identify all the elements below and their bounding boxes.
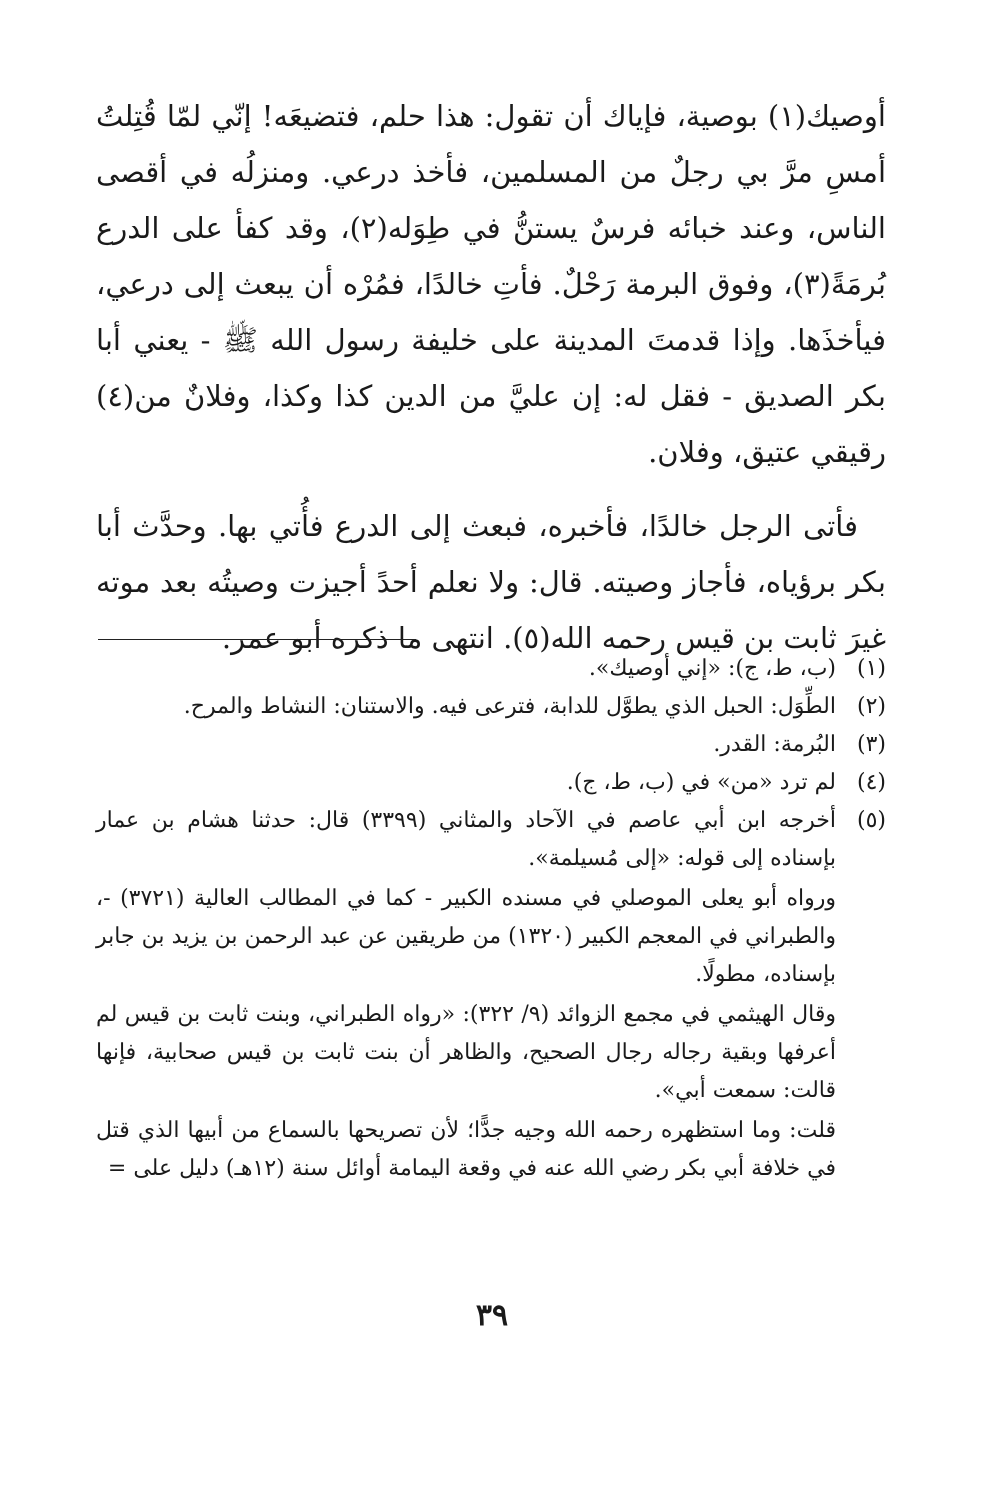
footnote-line: قلت: وما استظهره رحمه الله وجيه جدًّا؛ لأن تصريحها بالسماع من أبيها الذي قتل في خلافة أبي بكر رضي الله عنه في وقعة اليمامة أوائل سنة (١٢هـ) دليل على = [96,1118,836,1181]
footnote-line: لم ترد «من» في (ب، ط، ج). [566,770,836,795]
main-text [96,88,886,666]
footnotes [96,650,886,1188]
footnote-4 [96,764,886,802]
footnote-5 [96,802,886,1188]
footnote-number: (٥) [856,808,886,833]
footnote-1 [96,650,886,688]
footnote-line: الطِّوَل: الحبل الذي يطوَّل للدابة، فترعى فيه. والاستنان: النشاط والمرح. [183,694,836,719]
footnote-number: (٤) [856,770,886,795]
footnote-text [96,764,836,802]
footnote-line: وقال الهيثمي في مجمع الزوائد (٩/ ٣٢٢): «رواه الطبراني، وبنت ثابت بن قيس لم أعرفها وبقية رجاله رجال الصحيح، والظاهر أن بنت ثابت بن قيس صحابية، فإنها قالت: سمعت أبي». [96,1002,836,1103]
footnote-number: (٢) [856,694,886,719]
footnote-text [96,802,836,1188]
paragraph-1: أوصيك(١) بوصية، فإياك أن تقول: هذا حلم، فتضيعَه! إنّي لمّا قُتِلتُ أمسِ مرَّ بي رجلٌ من المسلمين، فأخذ درعي. ومنزلُه في أقصى الناس، وعند خبائه فرسٌ يستنُّ في طِوَله(٢)، وقد كفأ على الدرع بُرمَةً(٣)، وفوق البرمة رَحْلٌ. فأتِ خالدًا، فمُرْه أن يبعث إلى درعي، فيأخذَها. وإذا قدمتَ المدينة على خليفة رسول الله ﷺ - يعني أبا بكر الصديق - فقل له: إن عليَّ من الدين كذا وكذا، وفلانٌ من(٤) رقيقي عتيق، وفلان. [96,99,886,469]
footnote-line: ورواه أبو يعلى الموصلي في مسنده الكبير - كما في المطالب العالية (٣٧٢١) -، والطبراني في المعجم الكبير (١٣٢٠) من طريقين عن عبد الرحمن بن يزيد بن جابر بإسناده، مطولًا. [96,886,836,987]
footnote-text [96,726,836,764]
footnote-line: البُرمة: القدر. [713,732,836,757]
footnote-2 [96,688,886,726]
page-number: ٣٩ [475,1298,509,1333]
footnote-text [96,688,836,726]
footnote-line: (ب، ط، ج): «إني أوصيك». [588,656,836,681]
footnote-number: (٣) [856,732,886,757]
footnote-line: أخرجه ابن أبي عاصم في الآحاد والمثاني (٣٣٩٩) قال: حدثنا هشام بن عمار بإسناده إلى قوله: «إلى مُسيلمة». [96,808,837,871]
paragraph-2: فأتى الرجل خالدًا، فأخبره، فبعث إلى الدرع فأُتي بها. وحدَّث أبا بكر برؤياه، فأجاز وصيته. قال: ولا نعلم أحدً أجيزت وصيتُه بعد موته غيرَ ثابت بن قيس رحمه الله(٥). انتهى ما ذكره أبو عمر. [96,509,886,655]
footnote-3 [96,726,886,764]
footnote-text [96,650,836,688]
footnote-number: (١) [856,656,886,681]
footnote-separator [98,639,416,640]
